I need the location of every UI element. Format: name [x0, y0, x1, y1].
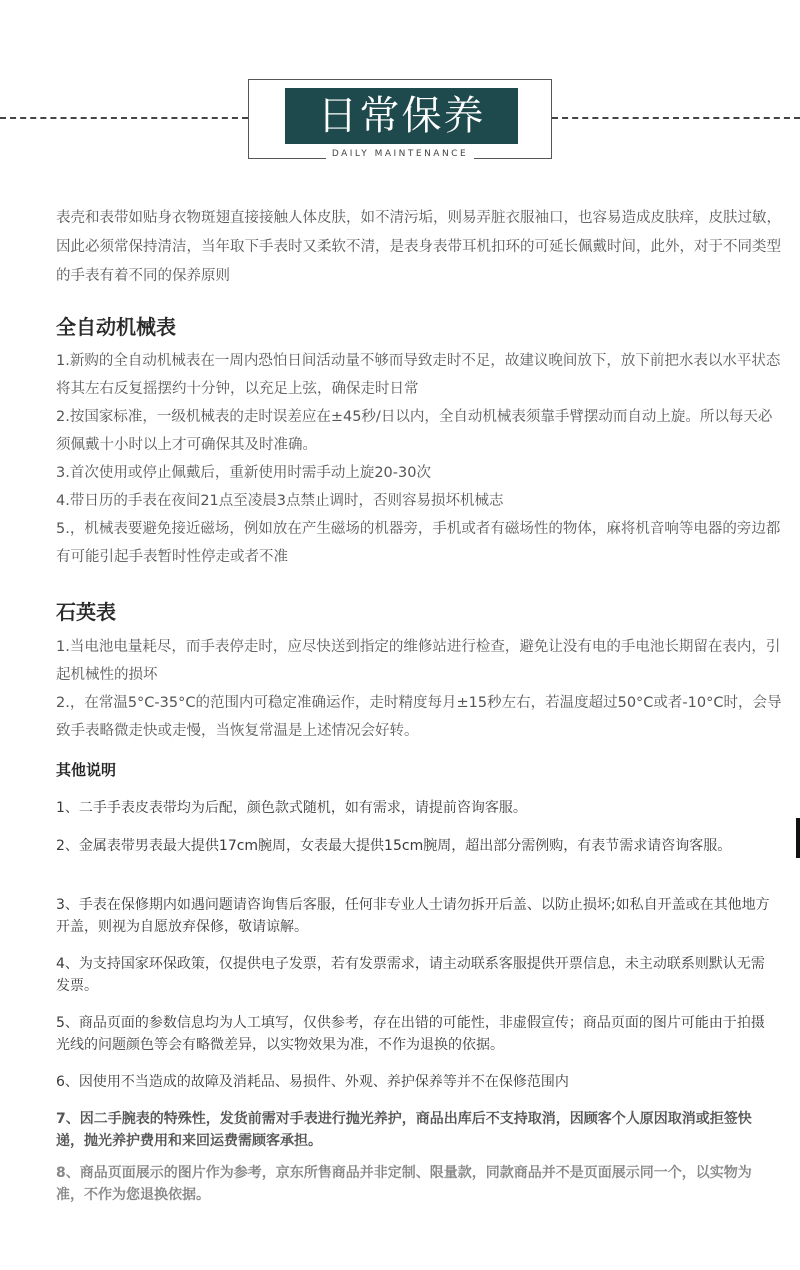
quartz-item: 1.当电池电量耗尽，而手表停走时，应尽快送到指定的维修站进行检查，避免让没有电的手电池长期留在表内，引起机械性的损坏 [56, 639, 781, 683]
mechanical-item: 3.首次使用或停止佩戴后，重新使用时需手动上旋20-30次 [56, 465, 431, 481]
page-subtitle [248, 148, 552, 160]
note-item: 3、手表在保修期内如遇问题请咨询售后客服，任何非专业人士请勿拆开后盖、以防止损坏;如私自开盖或在其他地方开盖，则视为自愿放弃保修，敬请谅解。 [56, 897, 770, 935]
mechanical-heading: 全自动机械表 [56, 315, 176, 339]
mechanical-list [56, 347, 786, 571]
notes-heading: 其他说明 [56, 761, 117, 779]
quartz-list [56, 633, 786, 745]
mechanical-item: 2.按国家标准，一级机械表的走时误差应在±45秒/日以内，全自动机械表须靠手臂摆动而自动上旋。所以每天必须佩戴十小时以上才可确保其及时准确。 [56, 409, 773, 453]
note-item: 4、为支持国家环保政策，仅提供电子发票，若有发票需求，请主动联系客服提供开票信息，未主动联系则默认无需发票。 [56, 956, 765, 994]
note-item: 1、二手手表皮表带均为后配，颜色款式随机，如有需求，请提前咨询客服。 [56, 800, 527, 816]
note-item: 2、金属表带男表最大提供17cm腕周，女表最大提供15cm腕周，超出部分需例购，有表节需求请咨询客服。 [56, 838, 732, 854]
mechanical-item: 1.新购的全自动机械表在一周内恐怕日间活动量不够而导致走时不足，故建议晚间放下，放下前把水表以水平状态将其左右反复摇摆约十分钟，以充足上弦，确保走时日常 [56, 353, 781, 397]
page-subtitle-text: DAILY MAINTENANCE [326, 149, 474, 159]
header-divider-left [0, 117, 248, 119]
quartz-item: 2.，在常温5°C-35°C的范围内可稳定准确运作，走时精度每月±15秒左右，若温度超过50°C或者-10°C时，会导致手表略微走快或走慢，当恢复常温是上述情况会好转。 [56, 695, 782, 739]
note-item: 6、因使用不当造成的故障及消耗品、易损件、外观、养护保养等并不在保修范围内 [56, 1074, 569, 1090]
note-item: 5、商品页面的参数信息均为人工填写，仅供参考，存在出错的可能性，非虚假宣传；商品页面的图片可能由于拍摄光线的问题颜色等会有略微差异，以实物效果为准，不作为退换的依据。 [56, 1015, 765, 1053]
mechanical-item: 4.带日历的手表在夜间21点至凌晨3点禁止调时，否则容易损坏机械志 [56, 493, 504, 509]
header-divider-right [552, 117, 800, 119]
quartz-heading: 石英表 [56, 600, 116, 624]
edge-mark [796, 818, 800, 858]
page-title: 日常保养 [285, 88, 518, 144]
intro-paragraph: 表壳和表带如贴身衣物斑翅直接接触人体皮肤，如不清污垢，则易弄脏衣服袖口，也容易造成皮肤痒，皮肤过敏，因此必须常保持清洁，当年取下手表时又柔软不清，是表身表带耳机扣环的可延长佩戴时间，此外，对于不同类型的手表有着不同的保养原则 [56, 210, 781, 284]
note-item: 8、商品页面展示的图片作为参考，京东所售商品并非定制、限量款，同款商品并不是页面展示同一个，以实物为准，不作为您退换依据。 [56, 1165, 752, 1203]
note-item: 7、因二手腕表的特殊性，发货前需对手表进行抛光养护，商品出库后不支持取消，因顾客个人原因取消或拒签快递，抛光养护费用和来回运费需顾客承担。 [56, 1111, 752, 1149]
mechanical-item: 5.，机械表要避免接近磁场，例如放在产生磁场的机器旁，手机或者有磁场性的物体，麻将机音响等电器的旁边都有可能引起手表暂时性停走或者不准 [56, 521, 781, 565]
